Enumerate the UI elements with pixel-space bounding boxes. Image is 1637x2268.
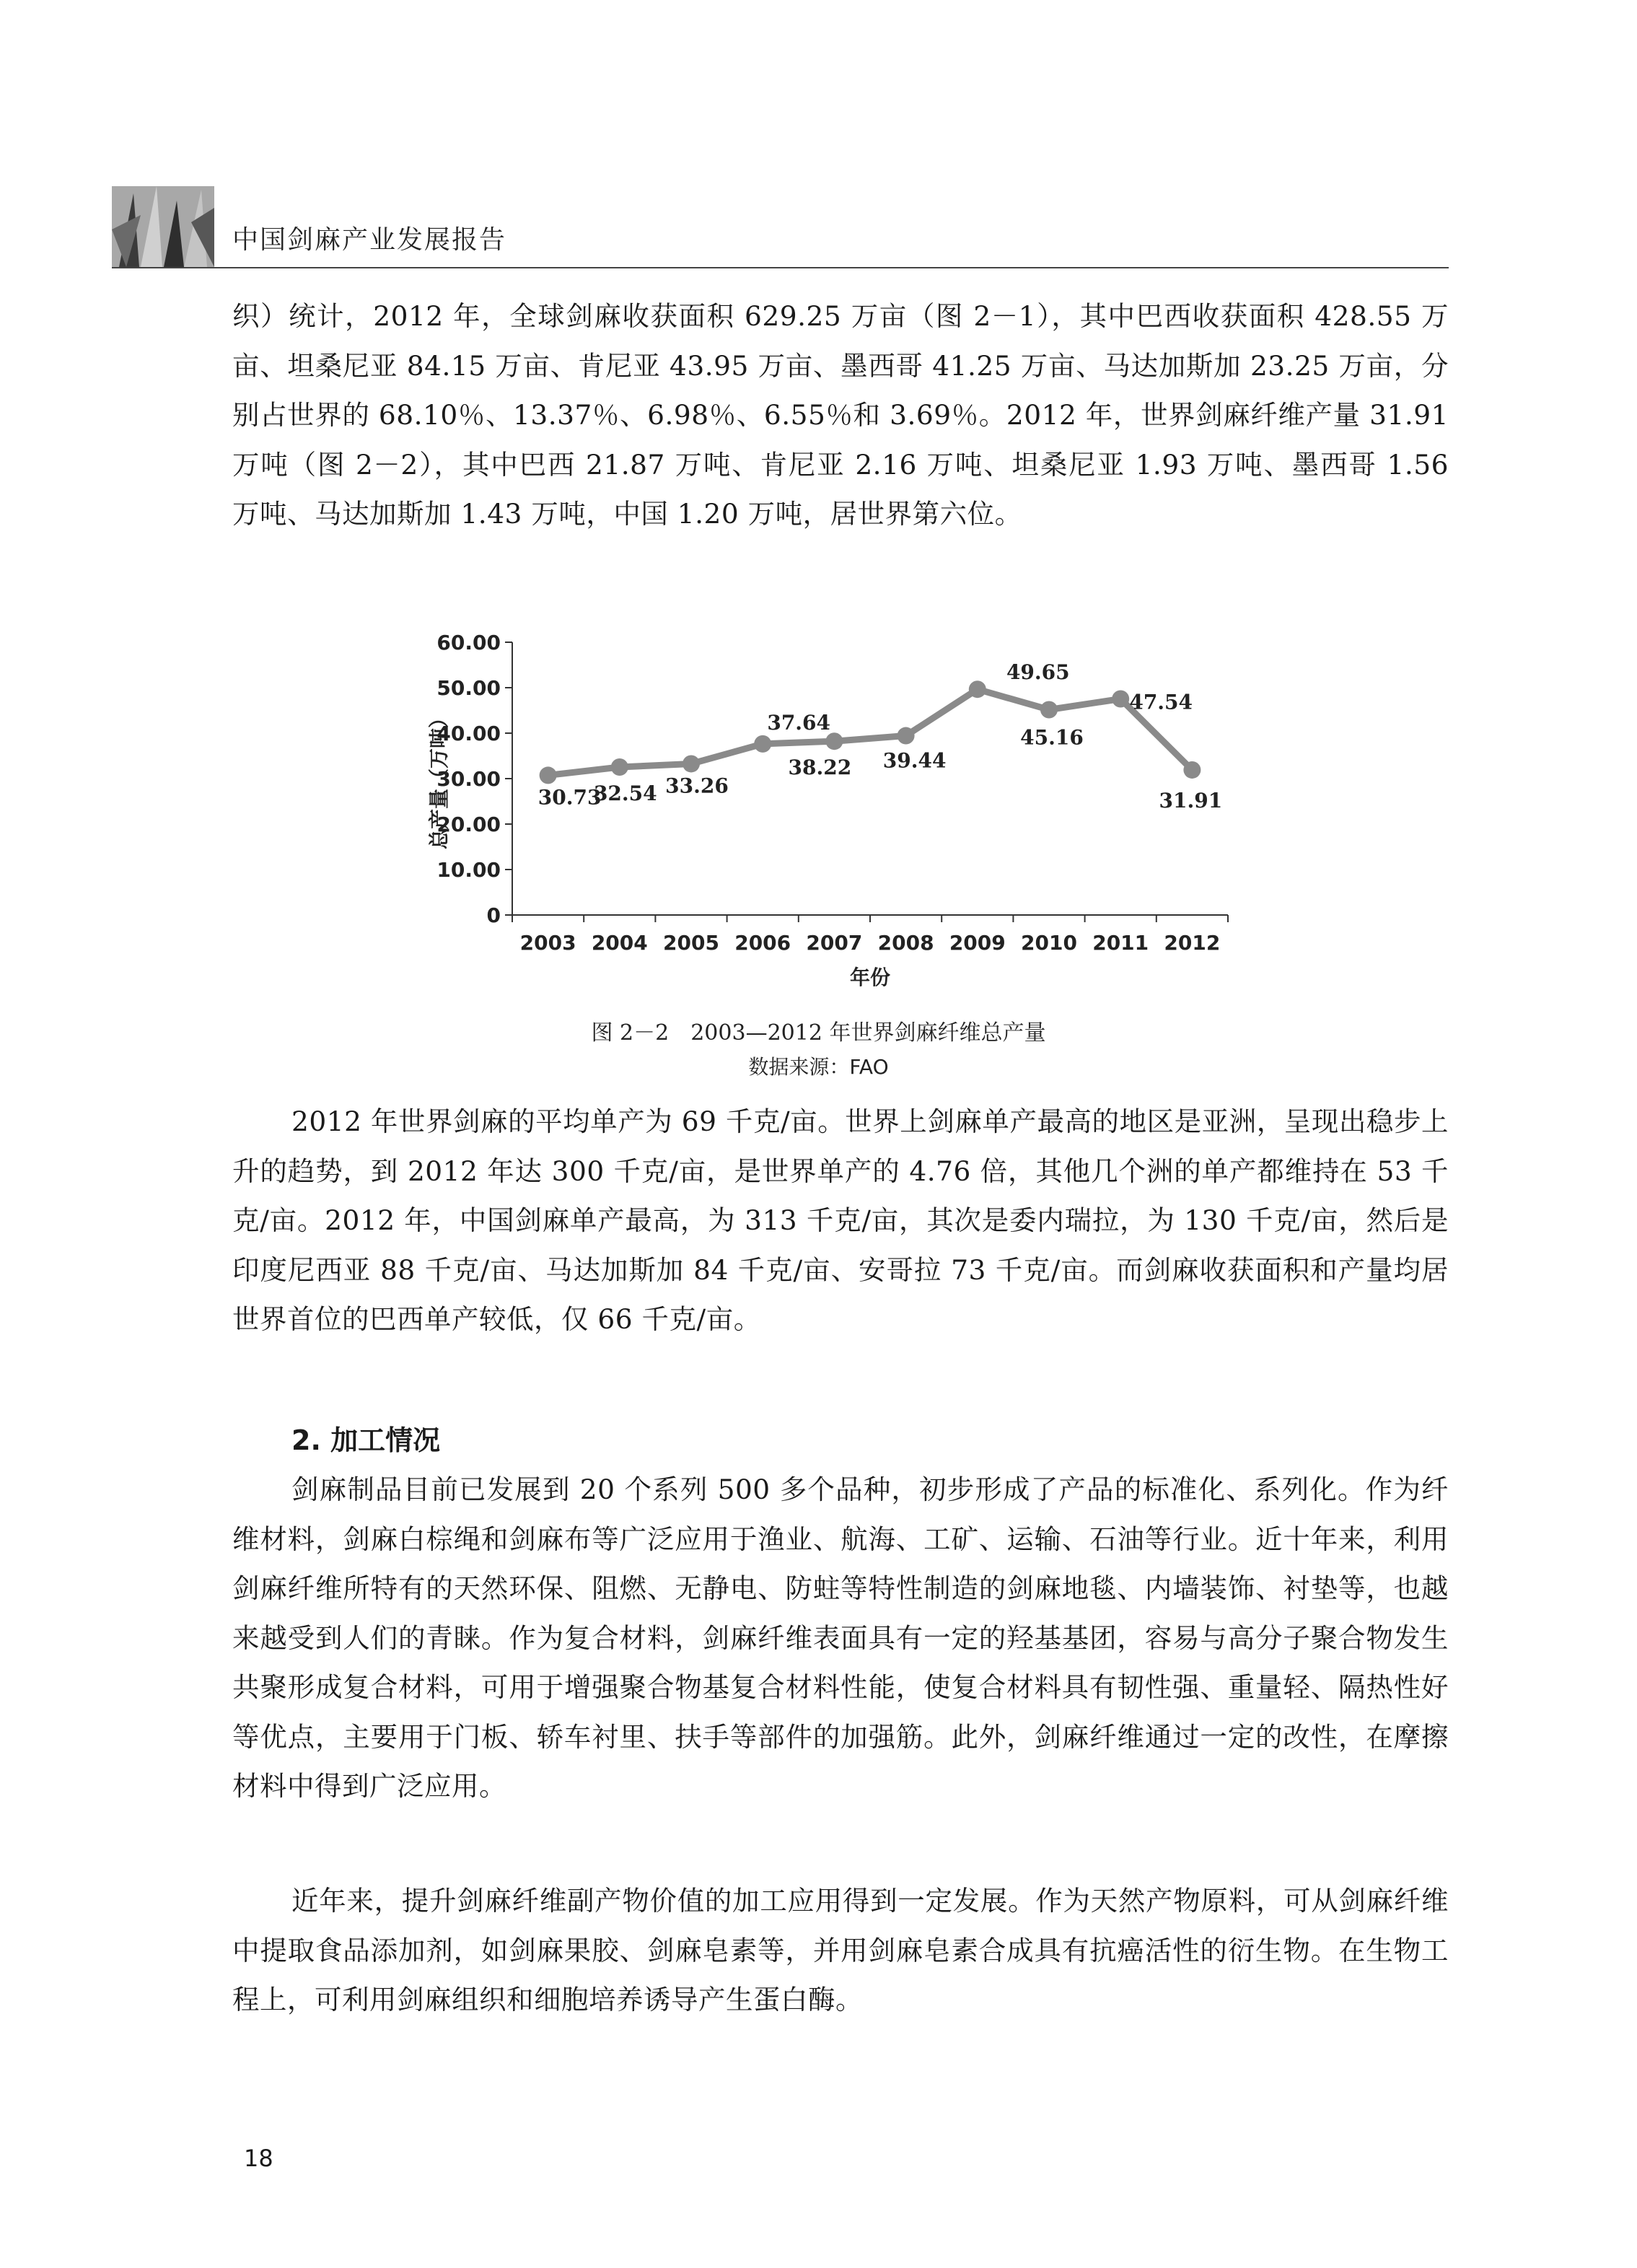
line-chart bbox=[390, 628, 1284, 1003]
paragraph-1: 织）统计，2012 年，全球剑麻收获面积 629.25 万亩（图 2－1），其中巴西收获面积 428.55 万亩、坦桑尼亚 84.15 万亩、肯尼亚 43.95 万亩、墨西哥 41.25 万亩、马达加斯加 23.25 万亩，分别占世界的 68.10％、13.37％、6.98％、6.55％和 3.69％。2012 年，世界剑麻纤维产量 31.91 万吨（图 2－2），其中巴西 21.87 万吨、肯尼亚 2.16 万吨、坦桑尼亚 1.93 万吨、墨西哥 1.56 万吨、马达加斯加 1.43 万吨，中国 1.20 万吨，居世界第六位。 bbox=[232, 300, 1449, 530]
data-point bbox=[898, 727, 915, 745]
data-label: 39.44 bbox=[882, 748, 947, 773]
data-label: 38.22 bbox=[788, 756, 852, 780]
data-point bbox=[969, 680, 986, 698]
y-tick-label: 0 bbox=[486, 903, 501, 927]
data-label: 31.91 bbox=[1159, 788, 1223, 813]
figure-caption: 图 2－2 2003—2012 年世界剑麻纤维总产量 bbox=[591, 1020, 1046, 1046]
x-tick-label: 2007 bbox=[806, 931, 863, 955]
page-number: 18 bbox=[244, 2145, 273, 2172]
y-tick-label: 20.00 bbox=[436, 813, 501, 836]
data-point bbox=[825, 732, 843, 750]
x-axis-title: 年份 bbox=[849, 966, 891, 989]
data-label: 30.73 bbox=[537, 785, 602, 810]
x-tick-label: 2003 bbox=[519, 931, 576, 955]
y-tick-label: 60.00 bbox=[436, 631, 501, 654]
data-label: 33.26 bbox=[665, 774, 729, 798]
series-line bbox=[548, 689, 1193, 775]
data-point bbox=[1040, 701, 1058, 718]
data-point bbox=[1183, 761, 1201, 779]
data-label: 49.65 bbox=[1006, 660, 1070, 685]
y-tick-label: 10.00 bbox=[436, 858, 501, 882]
x-tick-label: 2006 bbox=[734, 931, 791, 955]
data-point bbox=[1112, 690, 1129, 707]
running-header-title: 中国剑麻产业发展报告 bbox=[232, 225, 507, 255]
x-tick-label: 2004 bbox=[591, 931, 648, 955]
plant-photo-icon bbox=[112, 186, 214, 267]
section-heading: 2. 加工情况 bbox=[291, 1424, 441, 1456]
y-tick-label: 40.00 bbox=[436, 722, 501, 745]
data-label: 45.16 bbox=[1020, 725, 1084, 750]
x-tick-label: 2008 bbox=[877, 931, 934, 955]
paragraph-4: 近年来，提升剑麻纤维副产物价值的加工应用得到一定发展。作为天然产物原料，可从剑麻纤维中提取食品添加剂，如剑麻果胶、剑麻皂素等，并用剑麻皂素合成具有抗癌活性的衍生物。在生物工程上，可利用剑麻组织和细胞培养诱导产生蛋白酶。 bbox=[232, 1885, 1449, 2015]
data-label: 37.64 bbox=[767, 710, 831, 735]
y-tick-label: 30.00 bbox=[436, 767, 501, 791]
data-point bbox=[611, 758, 628, 776]
paragraph-3: 剑麻制品目前已发展到 20 个系列 500 多个品种，初步形成了产品的标准化、系列化。作为纤维材料，剑麻白棕绳和剑麻布等广泛应用于渔业、航海、工矿、运输、石油等行业。近十年来，利用剑麻纤维所特有的天然环保、阻燃、无静电、防蛀等特性制造的剑麻地毯、内墙装饰、衬垫等，也越来越受到人们的青睐。作为复合材料，剑麻纤维表面具有一定的羟基基团，容易与高分子聚合物发生共聚形成复合材料，可用于增强聚合物基复合材料性能，使复合材料具有韧性强、重量轻、隔热性好等优点，主要用于门板、轿车衬里、扶手等部件的加强筋。此外，剑麻纤维通过一定的改性，在摩擦材料中得到广泛应用。 bbox=[232, 1474, 1449, 1802]
x-tick-label: 2011 bbox=[1092, 931, 1149, 955]
y-axis-title: 总产量（万吨） bbox=[427, 707, 451, 850]
header-photo bbox=[112, 186, 214, 267]
chart-canvas bbox=[390, 628, 1284, 1003]
paragraph-2: 2012 年世界剑麻的平均单产为 69 千克/亩。世界上剑麻单产最高的地区是亚洲，呈现出稳步上升的趋势，到 2012 年达 300 千克/亩，是世界单产的 4.76 倍，其他几个洲的单产都维持在 53 千克/亩。2012 年，中国剑麻单产最高，为 313 千克/亩，其次是委内瑞拉，为 130 千克/亩，然后是印度尼西亚 88 千克/亩、马达加斯加 84 千克/亩、安哥拉 73 千克/亩。而剑麻收获面积和产量均居世界首位的巴西单产较低，仅 66 千克/亩。 bbox=[232, 1105, 1449, 1335]
x-tick-label: 2009 bbox=[949, 931, 1006, 955]
data-point bbox=[683, 755, 700, 772]
data-label: 32.54 bbox=[593, 781, 657, 805]
x-tick-label: 2012 bbox=[1164, 931, 1221, 955]
header-divider bbox=[112, 267, 1449, 268]
x-tick-label: 2005 bbox=[663, 931, 719, 955]
y-tick-label: 50.00 bbox=[436, 676, 501, 700]
data-point bbox=[754, 735, 771, 753]
data-label: 47.54 bbox=[1129, 690, 1193, 714]
figure-source: 数据来源：FAO bbox=[748, 1055, 889, 1079]
data-point bbox=[540, 766, 557, 784]
x-tick-label: 2010 bbox=[1021, 931, 1077, 955]
